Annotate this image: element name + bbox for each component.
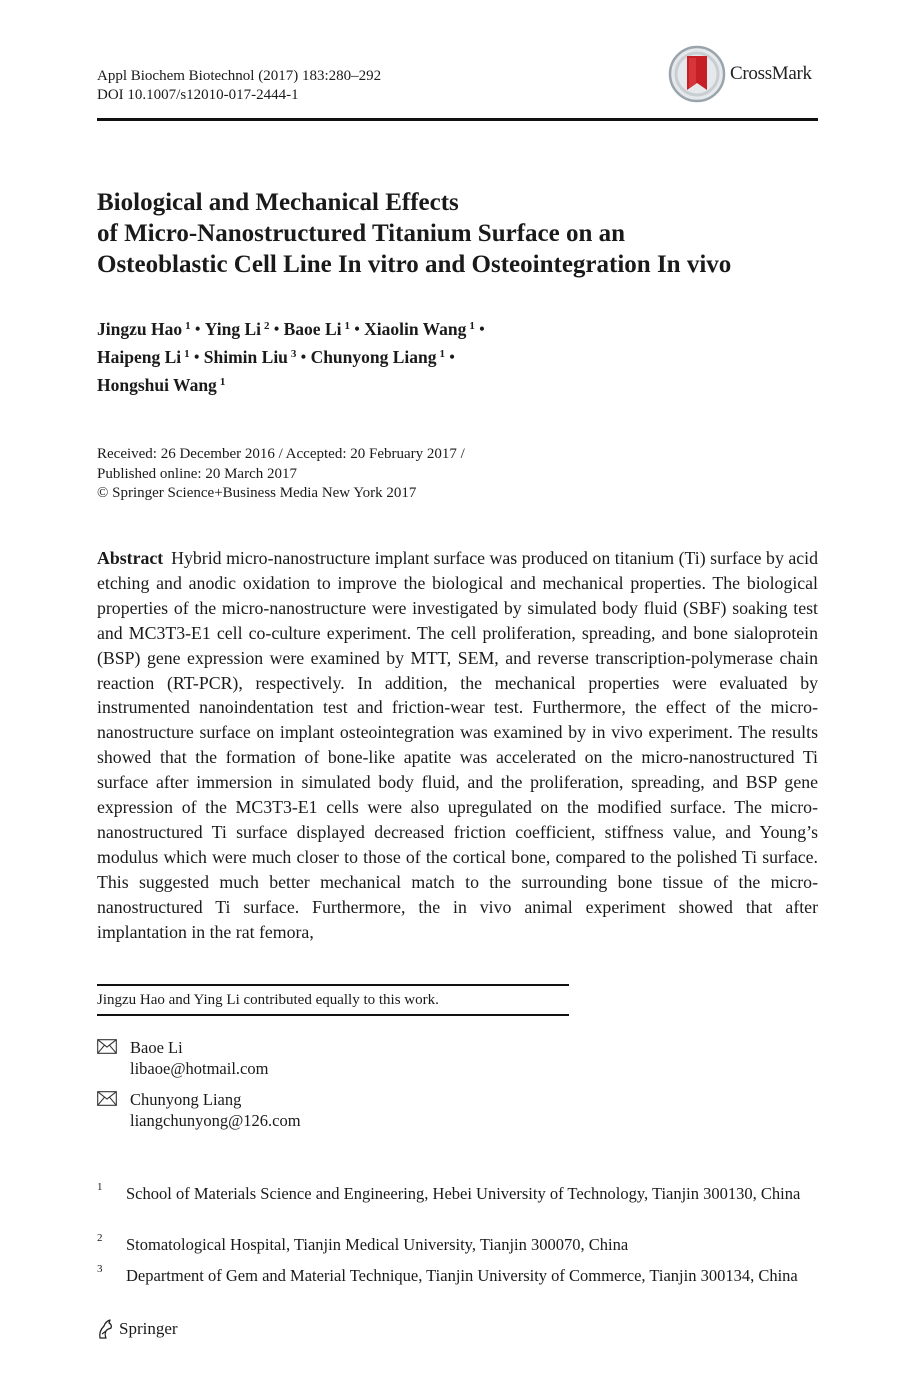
author-separator: • [273, 319, 280, 339]
crossmark-label: CrossMark [730, 63, 812, 84]
author-list [97, 314, 489, 398]
publication-dates [97, 445, 465, 504]
received-accepted-dates: Received: 26 December 2016 / Accepted: 20 February 2017 / [97, 446, 465, 462]
doi-text[interactable]: DOI 10.1007/s12010-017-2444-1 [97, 87, 299, 103]
paper-title [97, 187, 818, 280]
contact-name: Chunyong Liang [130, 1090, 242, 1109]
crossmark-badge[interactable] [668, 44, 820, 104]
affiliation-number: 2 [97, 1232, 103, 1244]
author-name[interactable]: Ying Li [204, 319, 261, 339]
springer-horse-icon [97, 1318, 115, 1340]
author-separator: • [353, 319, 361, 339]
footnote-divider [97, 1014, 569, 1016]
author-affiliation: 2 [263, 320, 270, 332]
abstract-label: Abstract [97, 548, 164, 568]
author-separator: • [193, 347, 200, 367]
author-name[interactable]: Hongshui Wang [97, 375, 217, 395]
affiliation [97, 1183, 818, 1204]
envelope-icon [97, 1091, 117, 1106]
title-line: of Micro-Nanostructured Titanium Surface on an [97, 220, 626, 247]
corresponding-author [97, 1089, 301, 1131]
author-affiliation: 1 [439, 348, 446, 360]
abstract-text: Hybrid micro-nanostructure implant surface was produced on titanium (Ti) surface by acid etching and anodic oxidation to improve the biological and mechanical properties. The biological properties of the micro-nanostructure were investigated by simulated body fluid (SBF) soaking test and MC3T3-E1 cell co-culture experiment. The cell proliferation, spreading, and bone sialoprotein (BSP) gene expression were examined by MTT, SEM, and reverse transcription-polymerase chain reaction (RT-PCR), respectively. In addition, the mechanical properties were evaluated by instrumented nanoindentation test and friction-wear test. Furthermore, the effect of the micro-nanostructure surface on implant osteointegration was examined by in vivo experiment. The results showed that the formation of bone-like apatite was accelerated on the micro-nanostructured Ti surface after immersion in simulated body fluid, and the proliferation, spreading, and BSP gene expression of the MC3T3-E1 cells were also upregulated on the modified surface. The micro-nanostructured Ti surface displayed decreased friction coefficient, stiffness value, and Young’s modulus which were much closer to those of the cortical bone, compared to the polished Ti surface. This suggested much better mechanical match to the surrounding bone tissue of the micro-nanostructured Ti surface. Furthermore, the in vivo animal experiment showed that after implantation in the rat femora, [97, 548, 818, 942]
affiliation [97, 1234, 818, 1255]
author-line [97, 314, 489, 342]
title-line: Osteoblastic Cell Line In vitro and Osteointegration In vivo [97, 251, 732, 278]
author-affiliation: 1 [219, 376, 226, 388]
envelope-icon [97, 1039, 117, 1054]
affiliation-text: Department of Gem and Material Technique, Tianjin University of Commerce, Tianjin 300134, China [126, 1266, 798, 1285]
contact-email[interactable]: liangchunyong@126.com [130, 1111, 301, 1130]
author-affiliation: 1 [344, 320, 350, 332]
author-affiliation: 1 [185, 320, 191, 332]
affiliation [97, 1265, 818, 1286]
journal-header [97, 67, 381, 105]
corresponding-author [97, 1037, 268, 1079]
author-name[interactable]: Xiaolin Wang [364, 319, 467, 339]
header-divider [97, 118, 818, 121]
author-separator: • [194, 319, 201, 339]
author-separator: • [300, 347, 307, 367]
author-name[interactable]: Baoe Li [283, 319, 342, 339]
affiliation-number: 1 [97, 1181, 103, 1193]
journal-citation: Appl Biochem Biotechnol (2017) 183:280–292 [97, 68, 382, 84]
author-name[interactable]: Shimin Liu [203, 347, 288, 367]
affiliation-text: School of Materials Science and Engineering, Hebei University of Technology, Tianjin 300130, China [126, 1184, 801, 1203]
author-separator: • [478, 319, 486, 339]
contact-name: Baoe Li [130, 1038, 183, 1057]
copyright-notice: © Springer Science+Business Media New York 2017 [97, 485, 417, 501]
publisher-name: Springer [119, 1319, 178, 1338]
title-line: Biological and Mechanical Effects [97, 189, 459, 216]
affiliation-text: Stomatological Hospital, Tianjin Medical University, Tianjin 300070, China [126, 1235, 629, 1254]
author-line [97, 370, 489, 398]
author-name[interactable]: Jingzu Hao [97, 319, 183, 339]
abstract [97, 546, 818, 945]
author-separator: • [449, 347, 456, 367]
publisher-logo [97, 1317, 178, 1341]
author-affiliation: 1 [184, 348, 190, 360]
published-date: Published online: 20 March 2017 [97, 465, 297, 482]
author-name[interactable]: Chunyong Liang [310, 347, 437, 367]
contact-email[interactable]: libaoe@hotmail.com [130, 1059, 269, 1078]
affiliation-number: 3 [97, 1263, 103, 1275]
crossmark-logo-icon [668, 44, 726, 104]
footnote-divider [97, 984, 569, 986]
author-name[interactable]: Haipeng Li [97, 347, 182, 367]
author-affiliation: 3 [290, 348, 297, 360]
author-affiliation: 1 [469, 320, 475, 332]
equal-contribution-note: Jingzu Hao and Ying Li contributed equally to this work. [97, 992, 439, 1008]
author-line [97, 342, 489, 370]
